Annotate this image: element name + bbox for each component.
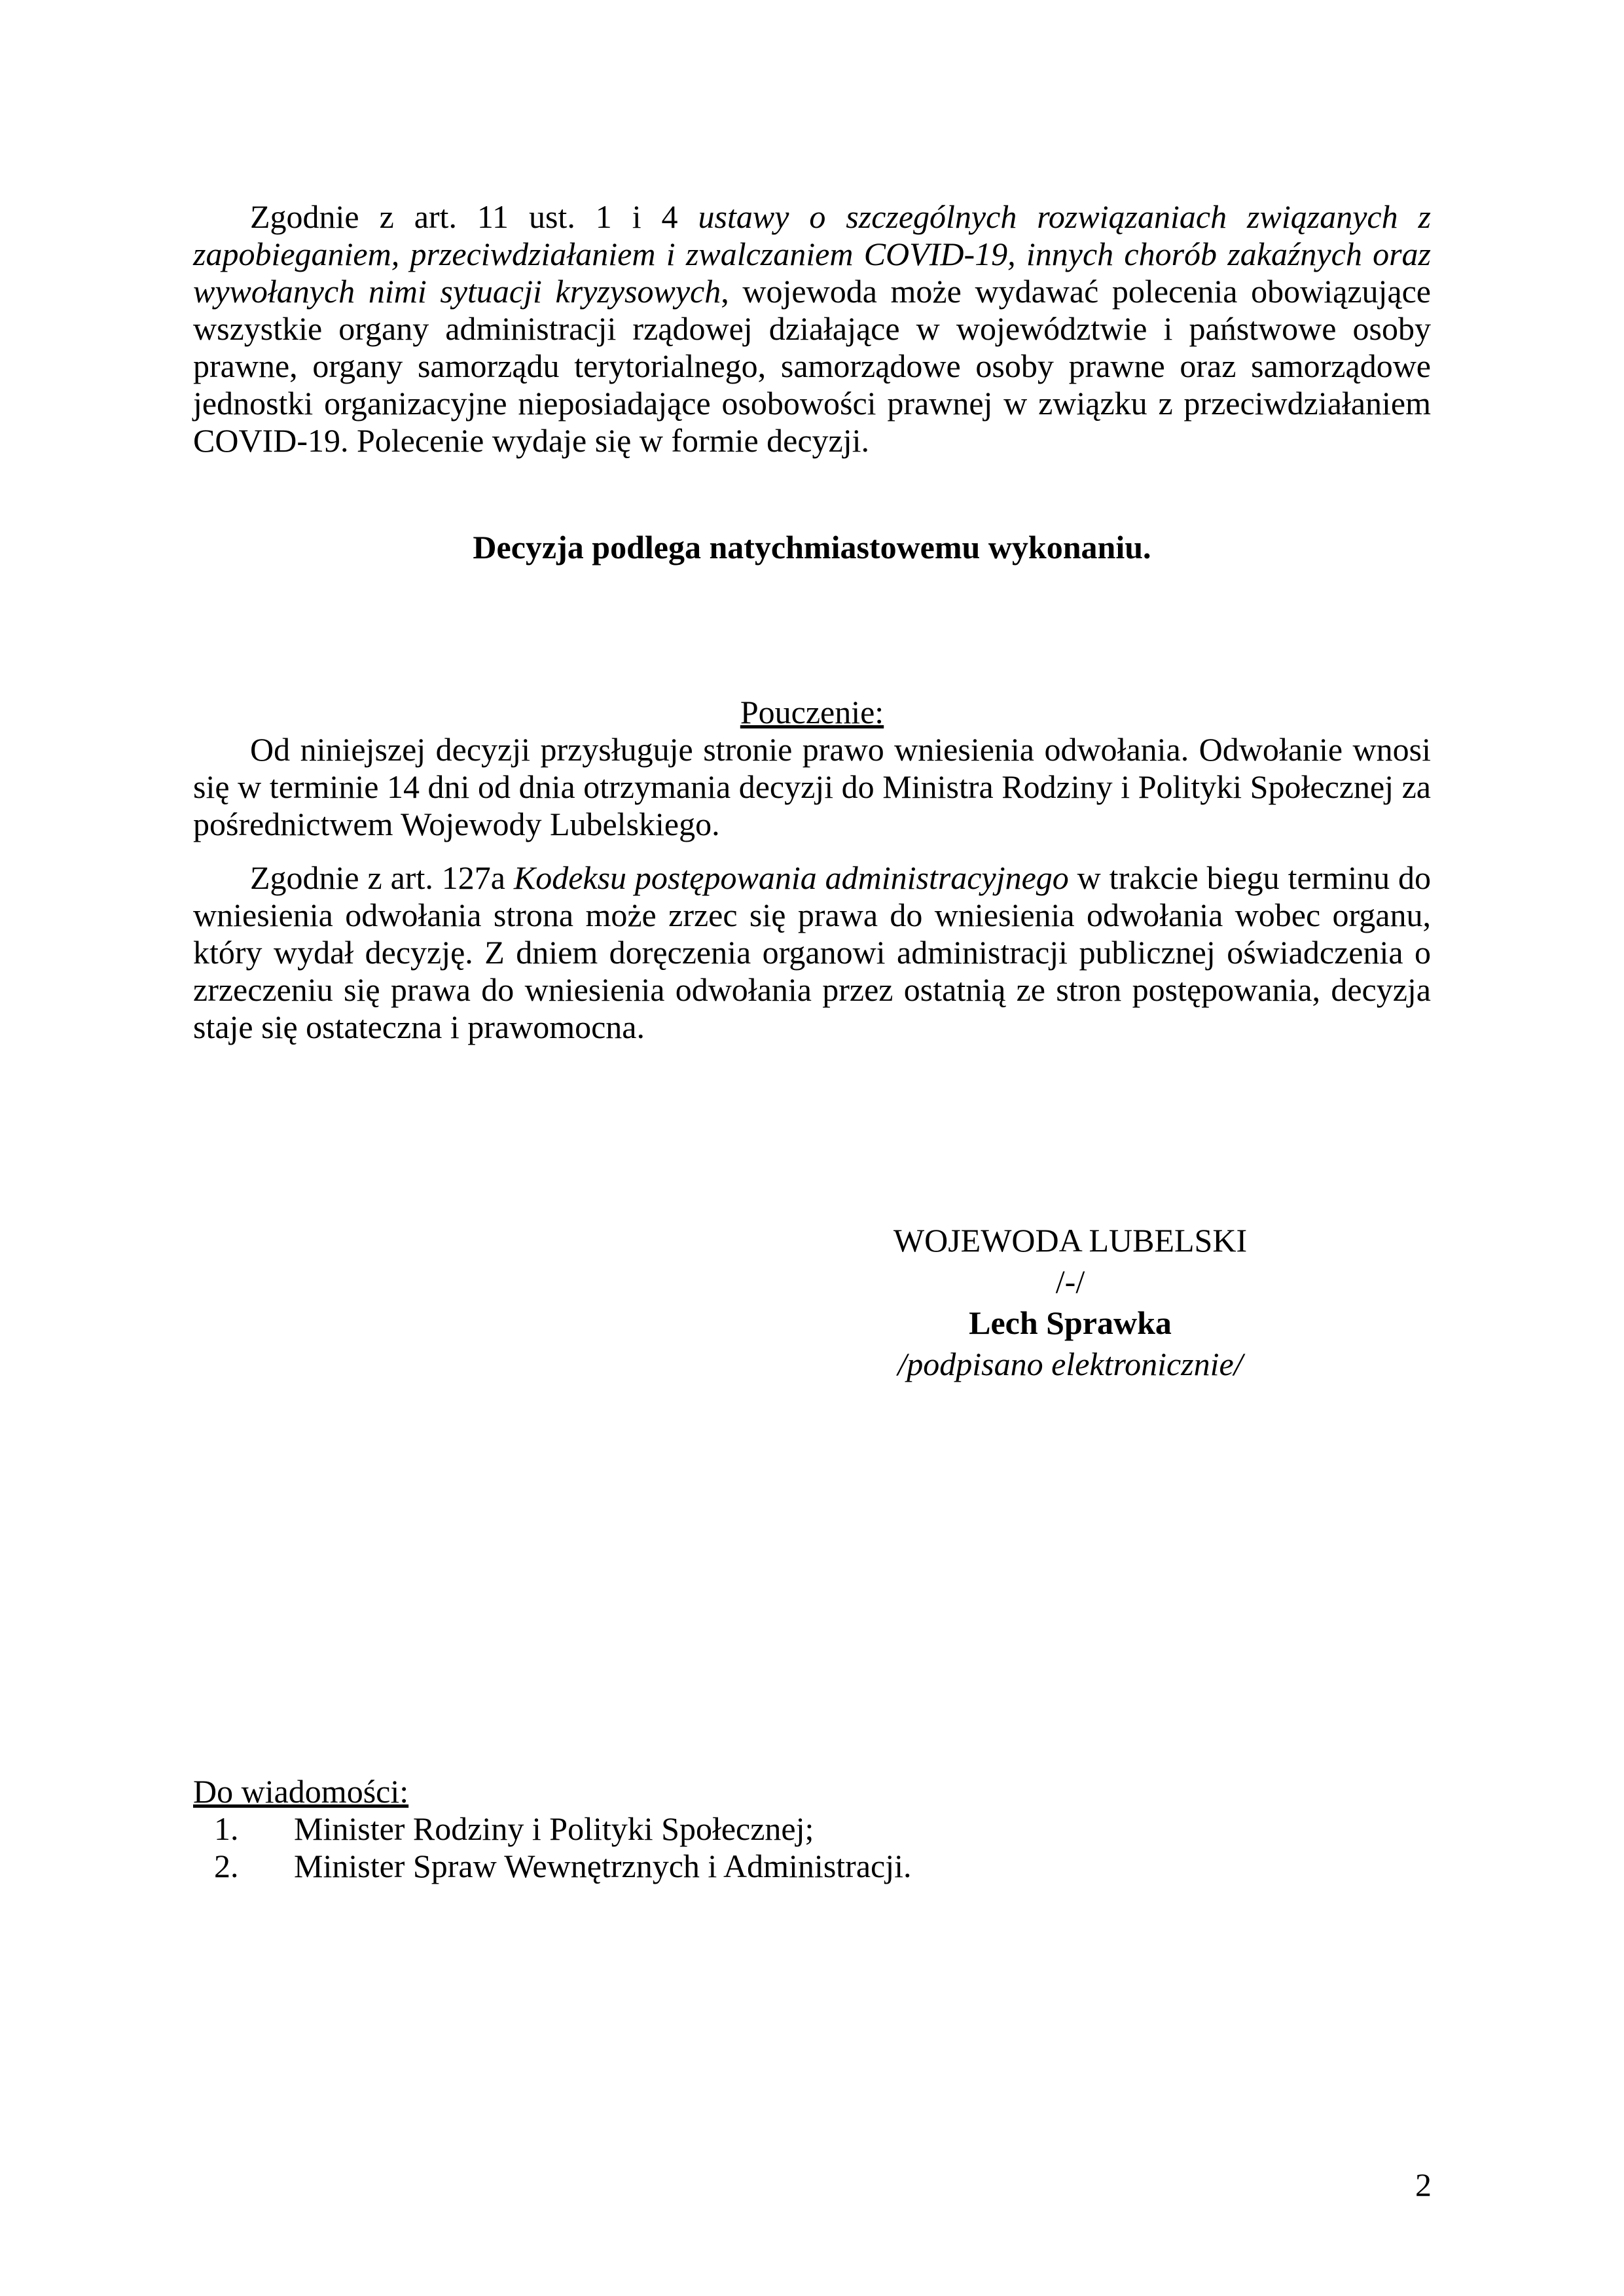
distribution-list <box>193 1773 1431 1885</box>
instruction-heading <box>193 694 1431 731</box>
immediate-execution-statement: Decyzja podlega natychmiastowemu wykonaniu. <box>473 529 1151 565</box>
waiver-code-title: Kodeksu postępowania administracyjnego <box>513 859 1069 896</box>
signer-name: Lech Sprawka <box>969 1304 1172 1341</box>
legal-basis-text-end: , wojewoda może wydawać polecenia obowiązujące wszystkie organy administracji rządowej działające w województwie i państwowe osoby prawne, organy samorządu terytorialnego, samorządowe osoby prawne oraz samorządowe jednostki organizacyjne nieposiadające osobowości prawnej w związku z przeciwdziałaniem COVID-19. Polecenie wydaje się w formie decyzji. <box>193 273 1431 459</box>
list-item <box>193 1810 1431 1848</box>
legal-basis-act-title: ustawy o szczególnych rozwiązaniach związanych z zapobieganiem, przeciwdziałaniem i zwalczaniem COVID-19, innych chorób zakaźnych oraz wywołanych nimi sytuacji kryzysowych <box>193 198 1431 310</box>
paragraph-legal-basis <box>193 198 1431 459</box>
waiver-text-start: Zgodnie z art. 127a <box>250 859 514 896</box>
page-number: 2 <box>1415 2166 1432 2203</box>
list-item-text: Minister Rodziny i Polityki Społecznej; <box>294 1810 814 1847</box>
distribution-heading <box>193 1773 1431 1810</box>
distribution-heading-text: Do wiadomości: <box>193 1773 409 1810</box>
instruction-heading-text: Pouczenie: <box>740 694 884 730</box>
list-item-number: 2. <box>214 1848 239 1884</box>
legal-basis-text-start: Zgodnie z art. 11 ust. 1 i 4 <box>250 198 698 235</box>
signed-mark: /-/ <box>1055 1263 1085 1300</box>
list-item-number: 1. <box>214 1810 239 1847</box>
signature-block <box>776 1220 1365 1385</box>
list-item <box>193 1848 1431 1885</box>
waiver-text-end: w trakcie biegu terminu do wniesienia odwołania strona może zrzec się prawa do wniesienia odwołania wobec organu, który wydał decyzję. Z dniem doręczenia organowi administracji publicznej oświadczenia o zrzeczeniu się prawa do wniesienia odwołania przez ostatnią ze stron postępowania, decyzja staje się ostateczna i prawomocna. <box>193 859 1431 1045</box>
paragraph-waiver-rights <box>193 859 1431 1046</box>
list-item-text: Minister Spraw Wewnętrznych i Administracji. <box>294 1848 912 1884</box>
signer-title: WOJEWODA LUBELSKI <box>893 1222 1248 1259</box>
paragraph-appeal-rights: Od niniejszej decyzji przysługuje stronie prawo wniesienia odwołania. Odwołanie wnosi się w terminie 14 dni od dnia otrzymania decyzji do Ministra Rodziny i Polityki Społecznej za pośrednictwem Wojewody Lubelskiego. <box>193 731 1431 842</box>
electronic-signature-note: /podpisano elektronicznie/ <box>897 1346 1243 1382</box>
